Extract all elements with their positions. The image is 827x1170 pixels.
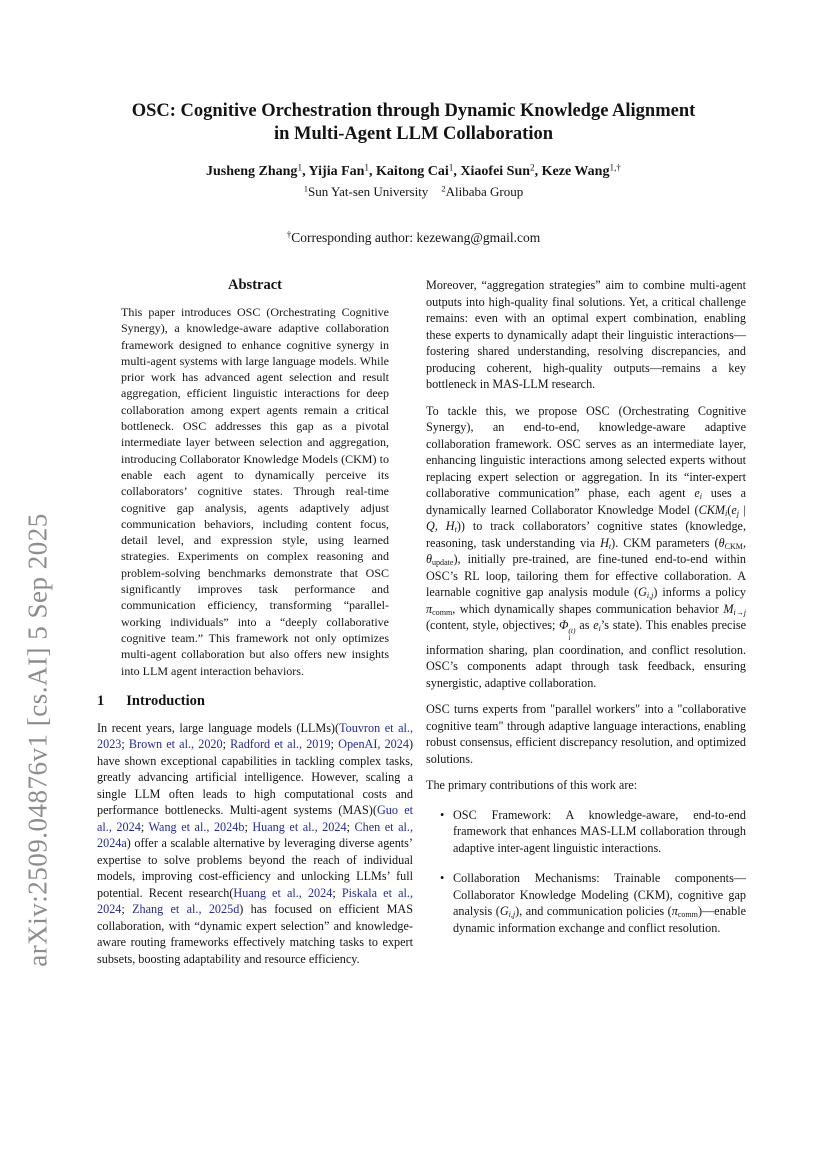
bullet-icon: • [440, 871, 445, 886]
text-run: ; [121, 902, 133, 917]
paragraph-osc-team: OSC turns experts from "parallel workers" into a "collaborative cognitive team" through adaptive language interactions, enabling robust consensus, efficient discrepancy resolution, and optimized solutions. [426, 702, 746, 766]
right-column [426, 277, 746, 950]
text-run: e [593, 618, 599, 632]
paragraph-osc-proposal [426, 403, 746, 692]
text-run: θ [718, 535, 725, 550]
text-run: CKM [724, 541, 743, 551]
text-run: , [453, 164, 461, 179]
text-run: | [738, 502, 746, 517]
citation-link[interactable]: Piskala et al., 2024 [97, 885, 413, 917]
text-run: ) informs a policy [653, 585, 746, 599]
text-run: Sun Yat-sen University [308, 184, 442, 199]
text-run: Collaboration Mechanisms: Trainable components—Collaborator Knowledge Modeling (CKM), cognitive gap analysis ( [453, 871, 746, 919]
text-run: In recent years, large language models (LLMs)( [97, 720, 340, 735]
text-run: θ [426, 552, 432, 566]
citation-link[interactable]: Huang et al., 2024 [252, 819, 347, 834]
text-run: Q, H [426, 519, 455, 533]
text-run: i [725, 508, 728, 518]
corresponding-author-note [0, 230, 827, 246]
text-run: comm [677, 910, 698, 920]
text-run: Keze Wang [541, 164, 610, 179]
authors-line [0, 164, 827, 180]
text-run: i,j [646, 590, 654, 600]
paper-title-line1: OSC: Cognitive Orchestration through Dynamic Knowledge Alignment [131, 101, 696, 121]
text-run: 1,† [609, 162, 621, 173]
text-run: ). CKM parameters ( [611, 535, 719, 550]
text-run: update [432, 557, 454, 567]
text-run: i→j [733, 607, 746, 617]
citation-link[interactable]: Zhang et al., 2025d [132, 902, 240, 917]
text-run: i,j [508, 910, 516, 920]
citation-link[interactable]: Guo et al., 2024 [97, 803, 413, 834]
text-run: as [575, 618, 594, 632]
citation-link[interactable]: Brown et al., 2020 [128, 737, 223, 752]
text-run: To tackle this, we propose OSC (Orchestrating Cognitive Synergy), an end-to-end, knowledge-aware adaptive collaboration framework. OSC serves as an intermediate layer, enhancing linguistic interactions among selected experts without replacing expert selection or aggregation. In its “inter-expert collaborative communication” phase, each agent [426, 403, 746, 500]
text-run: e [731, 502, 737, 517]
text-run: ’s state). This enables precise information sharing, plan coordination, and conflict resolution. OSC’s components adapt through task feedback, ensuring synergistic, adaptive collaboration. [426, 618, 747, 690]
text-run: G [638, 585, 647, 599]
citation-link[interactable]: Chen et al., 2024a [97, 819, 413, 851]
text-run: ; [330, 737, 339, 752]
text-run: (t) i [568, 625, 576, 643]
text-run: H [600, 535, 609, 550]
text-run: 1 [364, 162, 370, 173]
text-run: 1 [303, 183, 309, 194]
list-item [426, 870, 746, 936]
abstract-text: This paper introduces OSC (Orchestrating Cognitive Synergy), a knowledge-aware adaptive collaboration framework designed to enhance cognitive synergy in multi-agent systems with large language models. While prior work has advanced agent selection and result aggregation, efficient linguistic interactions for deep collaboration among expert agents remain a critical bottleneck. OSC addresses this gap as a pivotal intermediate layer between selection and aggregation, introducing Collaborator Knowledge Models (CKM) to enable each agent to dynamically perceive its collaborators’ cognitive states. Through real-time cognitive gap analysis, agents adaptively adjust communication behaviors, including content focus, detail level, and expression style, using learned strategies. Experiments on complex reasoning and problem-solving benchmarks demonstrate that OSC significantly improves task performance and communication efficiency, transforming “parallel-working individuals” into a “deeply collaborative cognitive team.” This framework not only optimizes multi-agent collaboration but also offers new insights into LLM agent interaction behaviors. [121, 305, 389, 678]
text-run: ; [121, 737, 129, 752]
affiliations-line [0, 184, 827, 200]
paragraph-aggregation-challenge: Moreover, “aggregation strategies” aim to combine multi-agent outputs into high-quality final solutions. Yet, a critical challenge remains: even with an optimal expert combination, enabling these experts to dynamically adapt their linguistic interactions—fostering shared understanding, resolving discrepancies, and producing coherent, high-quality outputs—remains a key bottleneck in MAS-LLM research. [426, 278, 746, 391]
text-run: ( [727, 502, 732, 517]
paragraph-contributions-lead: The primary contributions of this work are: [426, 778, 638, 793]
text-run: † [286, 229, 292, 240]
paper-header [0, 100, 827, 246]
text-run: ; [222, 737, 231, 752]
text-run: Φ [559, 618, 569, 632]
text-run: ), initially pre-trained, are fine-tuned end-to-end within OSC’s RL loop, tailoring them for effective collaboration. A learnable cognitive gap analysis module ( [426, 552, 746, 599]
citation-link[interactable]: Huang et al., 2024 [233, 885, 333, 900]
text-run: Corresponding author: kezewang@gmail.com [291, 230, 541, 245]
text-run: 2 [441, 183, 446, 194]
text-run: Jusheng Zhang [206, 164, 298, 179]
text-run: CKM [698, 502, 725, 517]
text-run: Yijia Fan [308, 164, 365, 179]
paper-title-line2: in Multi-Agent LLM Collaboration [273, 124, 554, 144]
contributions-list [426, 807, 746, 937]
citation-link[interactable]: Wang et al., 2024b [148, 819, 245, 834]
text-run: ), and communication policies ( [515, 904, 672, 919]
left-column [97, 277, 413, 977]
text-run: Xiaofei Sun [460, 164, 531, 179]
text-run: , [742, 535, 747, 550]
text-run: i [699, 491, 702, 501]
text-run: t [454, 524, 457, 534]
text-run: Alibaba Group [445, 184, 524, 199]
text-run: 1 [297, 162, 303, 173]
text-run: comm [432, 607, 453, 617]
section-title: Introduction [126, 692, 205, 709]
text-run: j [736, 508, 739, 518]
text-run: t [608, 541, 612, 551]
text-run: π [426, 601, 433, 616]
bullet-icon: • [440, 807, 445, 822]
text-run: OSC Framework: A knowledge-aware, end-to-end framework that enhances MAS-LLM collaboration through adaptive inter-agent linguistic interactions. [453, 807, 746, 855]
text-run: G [499, 904, 509, 919]
text-run: , [534, 164, 542, 179]
citation-link[interactable]: OpenAI, 2024 [338, 737, 409, 752]
list-item [426, 807, 746, 857]
text-run: Kaitong Cai [376, 164, 449, 179]
text-run: , [369, 164, 377, 179]
text-run: (content, style, objectives; [426, 618, 560, 632]
text-run: , which dynamically shapes communication behavior [452, 601, 724, 616]
section-number: 1 [97, 692, 105, 709]
paper-title [0, 100, 827, 146]
contribution-framework-text [453, 808, 746, 855]
text-run: 1 [448, 162, 454, 173]
text-run: , [302, 164, 309, 179]
text-run: π [671, 904, 678, 919]
contribution-mechanisms-text [453, 871, 746, 935]
intro-paragraph [97, 720, 413, 968]
text-run: )) to track collaborators’ cognitive states (knowledge, reasoning, task understanding via [426, 519, 746, 550]
text-run: ; [332, 885, 342, 900]
text-run: ) offer a scalable alternative by leveraging diverse agents’ expertise to solve problems beyond the reach of individual models, improving cost-efficiency and unlocking LLMs’ full potential. Recent research( [97, 836, 413, 900]
citation-link[interactable]: Radford et al., 2019 [230, 737, 331, 752]
text-run: ; [346, 819, 355, 834]
abstract-heading: Abstract [228, 277, 282, 293]
arxiv-watermark: arXiv:2509.04876v1 [cs.AI] 5 Sep 2025 [22, 513, 53, 967]
text-run: )—enable dynamic information exchange and conflict resolution. [453, 904, 746, 935]
text-run: uses a dynamically learned Collaborator Knowledge Model ( [426, 486, 746, 517]
text-run: ) have shown exceptional capabilities in tackling complex tasks, greatly advancing artificial intelligence. However, scaling a single LLM often leads to high computational costs and performance bottlenecks. Multi-agent systems (MAS)( [97, 737, 414, 818]
text-run: i [598, 623, 601, 633]
text-run: 2 [530, 162, 535, 173]
citation-link[interactable]: Touvron et al., 2023 [97, 720, 414, 752]
text-run: ) has focused on efficient MAS collaboration, with “dynamic expert selection” and knowledge-aware routing frameworks effectively matching tasks to expert subsets, boosting adaptability and resource efficiency. [97, 902, 414, 966]
text-run: e [694, 486, 700, 500]
text-run: ; [140, 819, 149, 834]
text-run: M [723, 601, 734, 616]
section-heading-introduction [97, 693, 413, 710]
text-run: ; [244, 819, 253, 834]
